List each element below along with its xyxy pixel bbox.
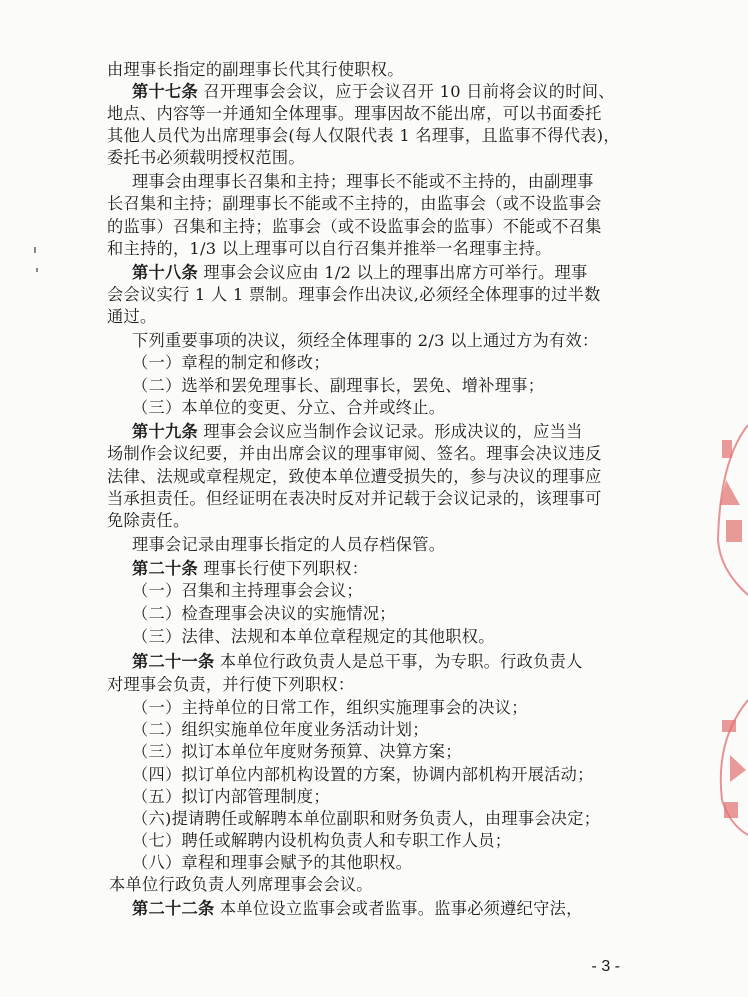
text-line [107, 674, 748, 696]
line-text: 长召集和主持；副理事长不能或不主持的，由监事会（或不设监事会 [107, 194, 602, 213]
article-paragraph-start [132, 421, 748, 443]
text-line [132, 786, 748, 808]
article-paragraph-start [132, 558, 748, 580]
text-line [107, 193, 748, 215]
text-line [107, 238, 748, 260]
line-text: （七）聘任或解聘内设机构负责人和专职工作人员； [132, 831, 512, 850]
text-line [132, 534, 748, 556]
line-text: 的监事）召集和主持；监事会（或不设监事会的监事）不能或不召集 [107, 217, 602, 236]
text-line [132, 830, 748, 852]
text-line [132, 764, 748, 786]
article-paragraph-start [132, 651, 748, 673]
line-text: 理事会记录由理事长指定的人员存档保管。 [132, 535, 446, 554]
scan-mark [36, 268, 38, 272]
line-text: 免除责任。 [107, 511, 190, 530]
line-text: 当承担责任。但经证明在表决时反对并记载于会议记录的，该理事可 [107, 489, 602, 508]
line-text: 和主持的，1/3 以上理事可以自行召集并推举一名理事主持。 [107, 239, 552, 258]
line-text: （二）选举和罢免理事长、副理事长，罢免、增补理事； [132, 376, 545, 395]
text-line [107, 125, 748, 147]
line-text: （五）拟订内部管理制度； [132, 787, 330, 806]
text-line [132, 808, 748, 830]
line-text: （三）本单位的变更、分立、合并或终止。 [132, 398, 446, 417]
line-text: 理事会会议应当制作会议记录。形成决议的，应当当 [197, 422, 583, 441]
line-text: 理事长行使下列职权： [197, 559, 369, 578]
article-heading: 第十九条 [132, 422, 198, 441]
text-line [132, 603, 748, 625]
text-line [132, 375, 748, 397]
line-text: 本单位设立监事会或者监事。监事必须遵纪守法， [214, 899, 583, 918]
article-heading: 第十八条 [132, 263, 198, 282]
text-line [132, 171, 748, 193]
line-text: （二）组织实施单位年度业务活动计划； [132, 720, 429, 739]
line-text: （四）拟订单位内部机构设置的方案，协调内部机构开展活动； [132, 765, 594, 784]
line-text: （八）章程和理事会赋予的其他职权。 [132, 853, 413, 872]
line-text: （三）法律、法规和本单位章程规定的其他职权。 [132, 627, 495, 646]
text-line [107, 510, 748, 532]
article-paragraph-start [132, 262, 748, 284]
article-paragraph-start [132, 81, 748, 103]
line-text: 理事会会议应由 1/2 以上的理事出席方可举行。理事 [197, 263, 588, 282]
text-line [132, 352, 748, 374]
text-line [107, 306, 748, 328]
line-text: 对理事会负责，并行使下列职权： [107, 675, 355, 694]
page-number: - 3 - [591, 958, 620, 975]
text-line [132, 741, 748, 763]
scan-mark [34, 247, 36, 253]
line-text: 地点、内容等一并通知全体理事。理事因故不能出席，可以书面委托 [107, 104, 602, 123]
line-text: （三）拟订本单位年度财务预算、决算方案； [132, 742, 462, 761]
text-line [132, 397, 748, 419]
text-line [132, 330, 748, 352]
line-text: 召开理事会会议，应于会议召开 10 日前将会议的时间、 [197, 82, 615, 101]
text-line [107, 147, 748, 169]
text-line [107, 466, 748, 488]
line-text: 法律、法规或章程规定，致使本单位遭受损失的，参与决议的理事应 [107, 467, 602, 486]
text-line [107, 488, 748, 510]
line-text: （一）主持单位的日常工作，组织实施理事会的决议； [132, 698, 528, 717]
article-heading: 第十七条 [132, 82, 198, 101]
text-line [107, 216, 748, 238]
line-text: （一）章程的制定和修改； [132, 353, 330, 372]
text-line [132, 852, 748, 874]
line-text: 其他人员代为出席理事会(每人仅限代表 1 名理事，且监事不得代表)， [107, 126, 620, 145]
line-text: 由理事长指定的副理事长代其行使职权。 [107, 60, 404, 79]
text-line [132, 719, 748, 741]
line-text: 委托书必须载明授权范围。 [107, 148, 305, 167]
line-text: 通过。 [107, 307, 157, 326]
line-text: （二）检查理事会决议的实施情况； [132, 604, 396, 623]
line-text: 会会议实行 1 人 1 票制。理事会作出决议,必须经全体理事的过半数 [107, 285, 601, 304]
line-text: 本单位行政负责人列席理事会会议。 [109, 875, 373, 894]
text-line [107, 284, 748, 306]
text-line [132, 580, 748, 602]
article-heading: 第二十条 [132, 559, 198, 578]
article-paragraph-start [132, 898, 748, 920]
line-text: 下列重要事项的决议，须经全体理事的 2/3 以上通过方为有效： [132, 331, 599, 350]
line-text: 理事会由理事长召集和主持；理事长不能或不主持的，由副理事 [132, 172, 594, 191]
text-line [107, 103, 748, 125]
line-text: （六)提请聘任或解聘本单位副职和财务负责人，由理事会决定； [132, 809, 601, 828]
text-line [132, 626, 748, 648]
line-text: （一）召集和主持理事会会议； [132, 581, 363, 600]
line-text: 本单位行政负责人是总干事，为专职。行政负责人 [214, 652, 583, 671]
text-line [107, 443, 748, 465]
text-line [132, 697, 748, 719]
article-heading: 第二十二条 [132, 899, 215, 918]
seal-stamp-fragment [700, 420, 748, 840]
text-line [107, 59, 748, 81]
text-line [109, 874, 748, 896]
line-text: 场制作会议纪要，并由出席会议的理事审阅、签名。理事会决议违反 [107, 444, 602, 463]
article-heading: 第二十一条 [132, 652, 215, 671]
